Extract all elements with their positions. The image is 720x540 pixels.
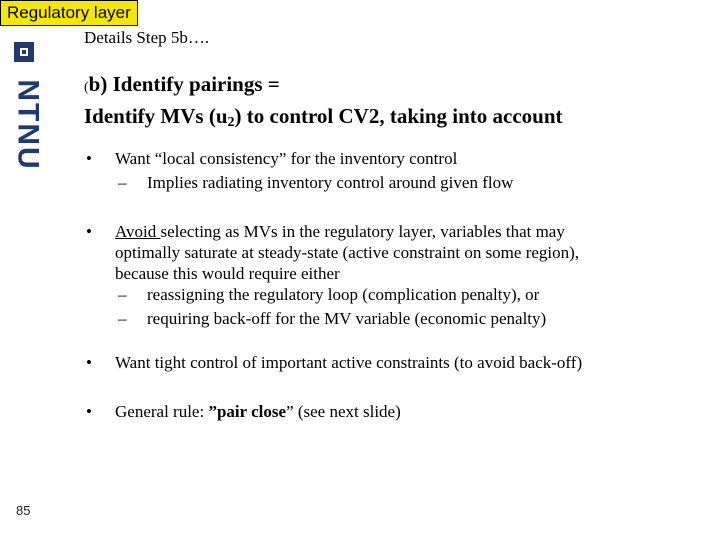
bullet-marker: •: [86, 353, 92, 372]
title-line-1: [84, 70, 563, 102]
rule-bold: ”pair close: [208, 402, 287, 421]
bullet-marker: •: [86, 149, 92, 168]
rule-suffix: ” (see next slide): [286, 402, 401, 421]
sub-bullet-dash: –: [118, 285, 127, 304]
sub-bullet-dash: –: [118, 309, 127, 328]
sub-bullet-text: Implies radiating inventory control around given flow: [147, 173, 514, 192]
bullet-marker: •: [86, 222, 92, 241]
bullet-line: [115, 221, 705, 242]
bullet-text: [115, 221, 705, 284]
title-line-2: [84, 102, 563, 137]
sub-bullet-text: reassigning the regulatory loop (complication penalty), or: [147, 285, 540, 304]
rule-prefix: General rule:: [115, 402, 209, 421]
title-line-2b: ) to control CV2, taking into account: [234, 104, 563, 128]
title-paren: (: [84, 80, 89, 95]
underlined-word: Avoid: [115, 222, 161, 241]
sub-bullet-dash: –: [118, 173, 127, 192]
bullet-line: because this would require either: [115, 264, 340, 283]
sidebar: [0, 0, 46, 540]
bullet-text: Want tight control of important active constraints (to avoid back-off): [115, 353, 583, 372]
title-line-1-text: b) Identify pairings =: [88, 72, 280, 96]
title-subscript: 2: [227, 115, 235, 130]
bullet-line: optimally saturate at steady-state (active constraint on some region),: [115, 243, 580, 262]
bullet-line-text: selecting as MVs in the regulatory layer, variables that may: [160, 222, 565, 241]
ntnu-logo: [8, 70, 48, 180]
sub-bullet-text: requiring back-off for the MV variable (economic penalty): [147, 309, 547, 328]
slide-title: [84, 70, 563, 137]
page-number: 85: [16, 503, 31, 518]
ntnu-logo-text: NTNU: [12, 79, 46, 171]
ntnu-logo-icon: [14, 42, 34, 62]
slide-subtitle: Details Step 5b….: [84, 28, 210, 47]
bullet-marker: •: [86, 402, 92, 421]
bullet-text: [115, 401, 705, 422]
section-tag: Regulatory layer: [0, 0, 138, 26]
bullet-text: Want “local consistency” for the inventory control: [115, 149, 458, 168]
title-line-2a: Identify MVs (u: [84, 104, 228, 128]
